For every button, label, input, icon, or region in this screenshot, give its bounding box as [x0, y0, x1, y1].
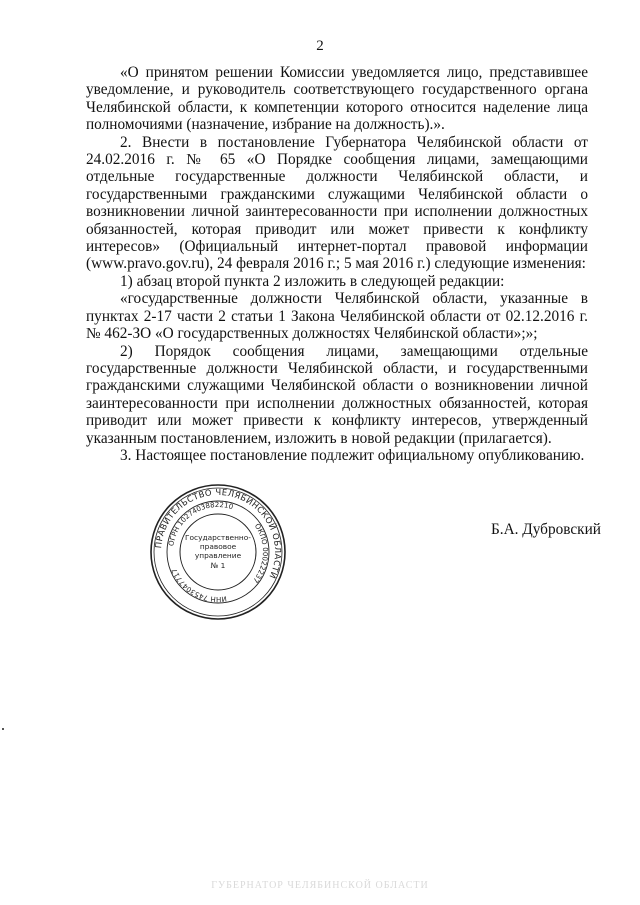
seal-center-line-1: Государственно-: [185, 533, 251, 542]
paragraph-publication: 3. Настоящее постановление подлежит официальному опубликованию.: [120, 446, 585, 464]
seal-inn: ИНН 7453047717: [170, 567, 228, 604]
seal-center-line-4: № 1: [210, 561, 226, 570]
paragraph-amendments-intro: 2. Внести в постановление Губернатора Челябинской области от 24.02.2016 г. № 65 «О Порядке сообщения лицами, замещающими отдельные государственные должности Челябинской области, и государственными гражданскими служащими Челябинской области о возникновении личной заинтересованности при исполнении должностных обязанностей, которая приводит или может привести к конфликту интересов» (Официальный интернет-портал правовой информации (www.pravo.gov.ru), 24 февраля 2016 г.; 5 мая 2016 г.) следующие изменения:: [86, 133, 588, 273]
scan-edge-mark: [2, 728, 4, 730]
paragraph-item-1-text: «государственные должности Челябинской области, указанные в пунктах 2-17 части 2 статьи 1 Закона Челябинской области от 02.12.2016 г. № 462-ЗО «О государственных должностях Челябинской области»;»;: [86, 290, 588, 343]
official-seal-stamp: [148, 482, 288, 622]
signatory-name: Б.А. Дубровский: [491, 521, 601, 538]
document-body: [86, 64, 588, 464]
seal-center-line-3: управление: [194, 551, 242, 560]
footer-watermark: ГУБЕРНАТОР ЧЕЛЯБИНСКОЙ ОБЛАСТИ: [211, 880, 429, 891]
svg-text:ОКПО 00022237: [251, 522, 269, 584]
paragraph-commission-notice: «О принятом решении Комиссии уведомляется лицо, представившее уведомление, и руководитель соответствующего государственного органа Челябинской области, к компетенции которого относится наделение лица полномочиями (назначение, избрание на должность).».: [86, 64, 588, 134]
seal-center-line-2: правовое: [199, 542, 237, 551]
page-number: 2: [316, 38, 324, 54]
seal-ogrn: ОГРН 1027403882210: [167, 500, 235, 547]
paragraph-item-2: 2) Порядок сообщения лицами, замещающими отдельные государственные должности Челябинской области, и государственными гражданскими служащими Челябинской области о возникновении личной заинтересованности при исполнении должностных обязанностей, которая приводит или может привести к конфликту интересов, утвержденный указанным постановлением, изложить в новой редакции (прилагается).: [86, 342, 588, 447]
seal-okpo: ОКПО 00022237: [251, 522, 270, 585]
seal-outer-text: ПРАВИТЕЛЬСТВО ЧЕЛЯБИНСКОЙ ОБЛАСТИ: [153, 486, 284, 581]
paragraph-item-1: 1) абзац второй пункта 2 изложить в следующей редакции:: [120, 272, 505, 290]
